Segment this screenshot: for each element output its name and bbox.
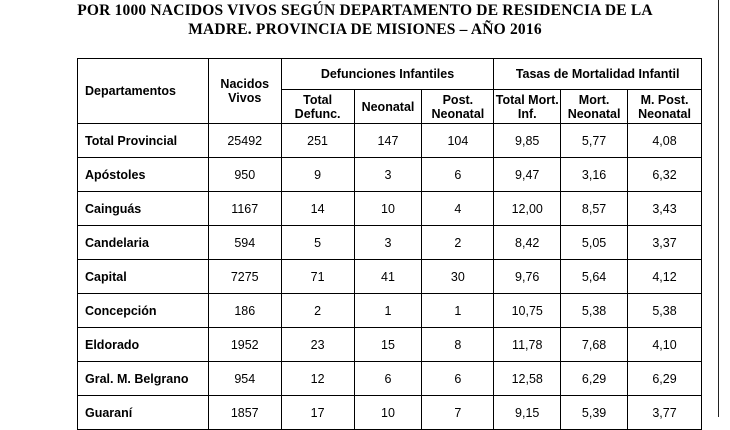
header-total-mort-inf: Total Mort. Inf.	[494, 90, 561, 124]
cell-post-neonatal: 8	[422, 328, 494, 362]
table-row	[78, 158, 702, 192]
table-row	[78, 226, 702, 260]
cell-total-defunc: 2	[281, 294, 354, 328]
cell-departamento: Apóstoles	[78, 158, 209, 192]
cell-mort-neonatal: 5,77	[561, 124, 628, 158]
header-departamentos: Departamentos	[78, 59, 209, 124]
document-title-line-1: POR 1000 NACIDOS VIVOS SEGÚN DEPARTAMENTO DE RESIDENCIA DE LA	[77, 2, 653, 19]
cell-neonatal: 41	[354, 260, 422, 294]
header-neonatal: Neonatal	[354, 90, 422, 124]
cell-total-mort-inf: 9,85	[494, 124, 561, 158]
cell-post-neonatal: 30	[422, 260, 494, 294]
cell-neonatal: 10	[354, 192, 422, 226]
cell-post-neonatal: 7	[422, 396, 494, 430]
cell-departamento: Concepción	[78, 294, 209, 328]
cell-post-neonatal: 2	[422, 226, 494, 260]
cell-neonatal: 6	[354, 362, 422, 396]
cell-total-mort-inf: 8,42	[494, 226, 561, 260]
header-tasas-mortalidad: Tasas de Mortalidad Infantil	[494, 59, 702, 90]
cell-departamento: Capital	[78, 260, 209, 294]
cell-nacidos-vivos: 950	[208, 158, 281, 192]
cell-m-post-neonatal: 6,32	[628, 158, 702, 192]
table-row	[78, 294, 702, 328]
cell-departamento: Total Provincial	[78, 124, 209, 158]
cell-mort-neonatal: 3,16	[561, 158, 628, 192]
cell-mort-neonatal: 5,39	[561, 396, 628, 430]
header-defunciones-infantiles: Defunciones Infantiles	[281, 59, 494, 90]
cell-post-neonatal: 104	[422, 124, 494, 158]
table-row	[78, 260, 702, 294]
table-row	[78, 124, 702, 158]
cell-m-post-neonatal: 4,10	[628, 328, 702, 362]
cell-neonatal: 10	[354, 396, 422, 430]
cell-nacidos-vivos: 186	[208, 294, 281, 328]
cell-post-neonatal: 4	[422, 192, 494, 226]
cell-nacidos-vivos: 1167	[208, 192, 281, 226]
cell-total-defunc: 251	[281, 124, 354, 158]
cell-m-post-neonatal: 3,37	[628, 226, 702, 260]
cell-mort-neonatal: 6,29	[561, 362, 628, 396]
mortality-table	[77, 58, 702, 430]
table-row	[78, 192, 702, 226]
cell-departamento: Candelaria	[78, 226, 209, 260]
cell-post-neonatal: 1	[422, 294, 494, 328]
cell-nacidos-vivos: 954	[208, 362, 281, 396]
header-nacidos-vivos: Nacidos Vivos	[208, 59, 281, 124]
cell-mort-neonatal: 8,57	[561, 192, 628, 226]
cell-total-defunc: 9	[281, 158, 354, 192]
cell-total-defunc: 17	[281, 396, 354, 430]
cell-m-post-neonatal: 5,38	[628, 294, 702, 328]
header-post-neonatal: Post. Neonatal	[422, 90, 494, 124]
cell-total-mort-inf: 9,76	[494, 260, 561, 294]
cell-total-defunc: 23	[281, 328, 354, 362]
cell-nacidos-vivos: 594	[208, 226, 281, 260]
cell-total-mort-inf: 9,15	[494, 396, 561, 430]
cell-total-mort-inf: 12,58	[494, 362, 561, 396]
table-row	[78, 362, 702, 396]
table-row	[78, 396, 702, 430]
cell-m-post-neonatal: 3,77	[628, 396, 702, 430]
header-total-defunc: Total Defunc.	[281, 90, 354, 124]
cell-departamento: Guaraní	[78, 396, 209, 430]
cell-post-neonatal: 6	[422, 158, 494, 192]
cell-total-mort-inf: 9,47	[494, 158, 561, 192]
cell-total-mort-inf: 11,78	[494, 328, 561, 362]
cell-m-post-neonatal: 6,29	[628, 362, 702, 396]
cell-total-defunc: 71	[281, 260, 354, 294]
cell-nacidos-vivos: 25492	[208, 124, 281, 158]
header-m-post-neonatal: M. Post. Neonatal	[628, 90, 702, 124]
cell-total-mort-inf: 12,00	[494, 192, 561, 226]
cell-total-defunc: 5	[281, 226, 354, 260]
cell-nacidos-vivos: 1857	[208, 396, 281, 430]
cell-neonatal: 15	[354, 328, 422, 362]
cell-total-mort-inf: 10,75	[494, 294, 561, 328]
cell-m-post-neonatal: 3,43	[628, 192, 702, 226]
cell-mort-neonatal: 5,38	[561, 294, 628, 328]
cell-departamento: Gral. M. Belgrano	[78, 362, 209, 396]
document-title-line-2: MADRE. PROVINCIA DE MISIONES – AÑO 2016	[188, 21, 542, 38]
cell-neonatal: 3	[354, 226, 422, 260]
table-row	[78, 328, 702, 362]
cell-mort-neonatal: 5,64	[561, 260, 628, 294]
cell-nacidos-vivos: 7275	[208, 260, 281, 294]
cell-neonatal: 147	[354, 124, 422, 158]
cell-total-defunc: 12	[281, 362, 354, 396]
cell-mort-neonatal: 5,05	[561, 226, 628, 260]
cell-m-post-neonatal: 4,12	[628, 260, 702, 294]
header-mort-neonatal: Mort. Neonatal	[561, 90, 628, 124]
cell-departamento: Cainguás	[78, 192, 209, 226]
page-edge-line	[718, 0, 719, 417]
cell-departamento: Eldorado	[78, 328, 209, 362]
cell-mort-neonatal: 7,68	[561, 328, 628, 362]
cell-m-post-neonatal: 4,08	[628, 124, 702, 158]
cell-neonatal: 3	[354, 158, 422, 192]
cell-neonatal: 1	[354, 294, 422, 328]
cell-total-defunc: 14	[281, 192, 354, 226]
cell-post-neonatal: 6	[422, 362, 494, 396]
cell-nacidos-vivos: 1952	[208, 328, 281, 362]
